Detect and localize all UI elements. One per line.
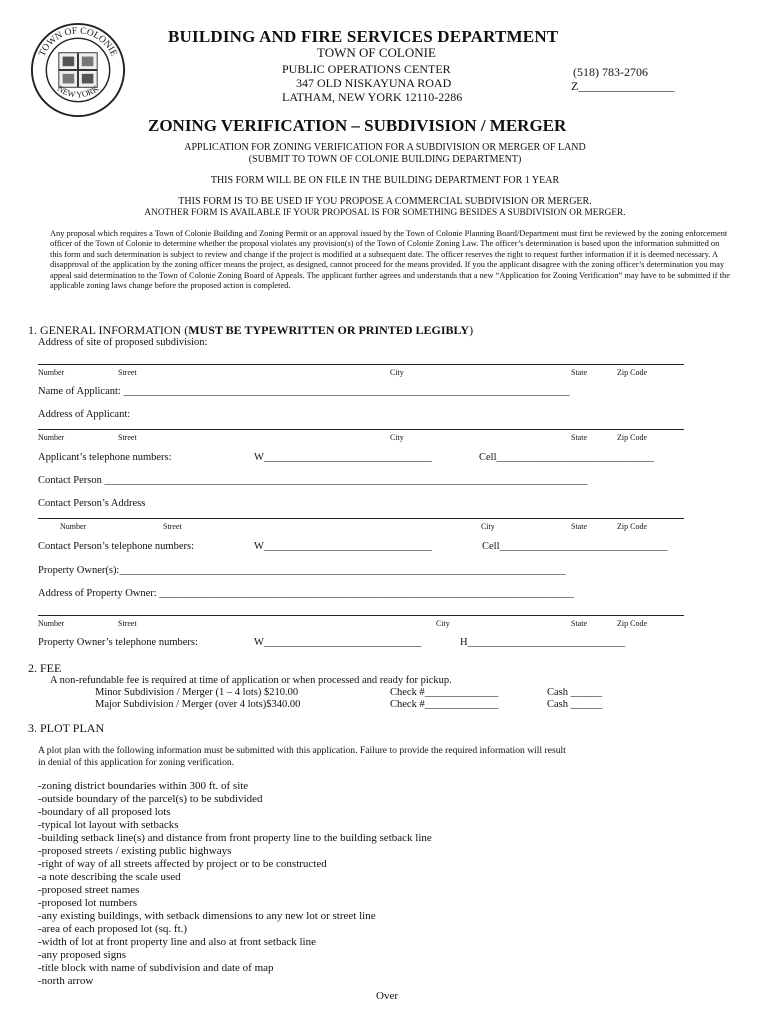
owner-work-phone-field[interactable]: W______________________________ bbox=[254, 637, 422, 648]
owner-phone-label: Property Owner’s telephone numbers: bbox=[38, 637, 198, 648]
over-footer: Over bbox=[376, 990, 398, 1002]
phone-number: (518) 783-2706 bbox=[573, 65, 648, 79]
section-3-heading: 3. PLOT PLAN bbox=[28, 721, 105, 735]
list-item: -proposed street names bbox=[38, 884, 140, 896]
sublabel-zip: Zip Code bbox=[617, 433, 647, 442]
site-address-line[interactable] bbox=[38, 364, 684, 365]
list-item: -boundary of all proposed lots bbox=[38, 806, 171, 818]
policy-paragraph: Any proposal which requires a Town of Colonie Building and Zoning Permit or an approval issued by the Town of Colonie Planning Board/Department must first be reviewed by the zoning enforcement officer of the Town of Colonie to determine whether the proposal violates any provision(s) of the Town of Colonie Zoning Law. The officer’s determination is based upon the information submitted on this form and such determination is subject to review and change if the project is modified at a subsequent date. The officer reserves the right to request further information if it is deemed necessary. A disapproval of the application by the zoning officer means the project, as designed, cannot proceed for the means provided. If you the applicant disagree with the zoning officer’s determination you may appeal said determination to the Town of Colonie Zoning Board of Appeals. The applicant further agrees and understands that a new “Application for Zoning Verification” may have to be submitted if the applicable zoning laws change before the proposed action is completed. bbox=[50, 229, 730, 291]
minor-subdivision-fee: Minor Subdivision / Merger (1 – 4 lots) $210.00 bbox=[95, 687, 299, 698]
intro-line-2: (SUBMIT TO TOWN OF COLONIE BUILDING DEPARTMENT) bbox=[248, 154, 522, 165]
sublabel-number: Number bbox=[38, 433, 65, 442]
sublabel-street: Street bbox=[118, 433, 137, 442]
town-name: TOWN OF COLONIE bbox=[317, 45, 436, 60]
contact-address-line[interactable] bbox=[38, 518, 684, 519]
sublabel-street: Street bbox=[118, 368, 137, 377]
intro-line-5: ANOTHER FORM IS AVAILABLE IF YOUR PROPOSAL IS FOR SOMETHING BESIDES A SUBDIVISION OR MERGER. bbox=[144, 208, 626, 218]
sublabel-number: Number bbox=[38, 619, 65, 628]
list-item: -area of each proposed lot (sq. ft.) bbox=[38, 923, 188, 935]
applicant-cell-phone-field[interactable]: Cell______________________________ bbox=[479, 452, 654, 463]
sublabel-zip: Zip Code bbox=[617, 522, 647, 531]
sublabel-state: State bbox=[571, 522, 587, 531]
sublabel-zip: Zip Code bbox=[617, 368, 647, 377]
applicant-work-phone-field[interactable]: W________________________________ bbox=[254, 452, 432, 463]
section-1-heading: 1. GENERAL INFORMATION (MUST BE TYPEWRITTEN OR PRINTED LEGIBLY) bbox=[28, 323, 474, 337]
list-item: -width of lot at front property line and also at front setback line bbox=[38, 936, 316, 948]
intro-line-4: THIS FORM IS TO BE USED IF YOU PROPOSE A COMMERCIAL SUBDIVISION OR MERGER. bbox=[178, 196, 592, 207]
applicant-name-field[interactable]: Name of Applicant: _____________________________________________________________________________________ bbox=[38, 386, 570, 397]
sublabel-zip: Zip Code bbox=[617, 619, 647, 628]
sublabel-city: City bbox=[390, 368, 404, 377]
sublabel-city: City bbox=[390, 433, 404, 442]
section-2-heading: 2. FEE bbox=[28, 661, 62, 675]
major-check-field[interactable]: Check #______________ bbox=[390, 699, 499, 710]
list-item: -any existing buildings, with setback dimensions to any new lot or street line bbox=[38, 910, 376, 922]
town-seal-logo bbox=[30, 22, 126, 118]
minor-check-field[interactable]: Check #______________ bbox=[390, 687, 499, 698]
site-address-label: Address of site of proposed subdivision: bbox=[38, 337, 208, 348]
plot-plan-intro-2: in denial of this application for zoning verification. bbox=[38, 757, 235, 768]
owner-address-line[interactable] bbox=[38, 615, 684, 616]
list-item: -title block with name of subdivision and date of map bbox=[38, 962, 274, 974]
contact-person-field[interactable]: Contact Person ____________________________________________________________________________________________ bbox=[38, 475, 588, 486]
list-item: -proposed lot numbers bbox=[38, 897, 137, 909]
list-item: -a note describing the scale used bbox=[38, 871, 181, 883]
applicant-phone-label: Applicant’s telephone numbers: bbox=[38, 452, 172, 463]
address-line-1: PUBLIC OPERATIONS CENTER bbox=[282, 62, 451, 76]
sublabel-state: State bbox=[571, 619, 587, 628]
form-title: ZONING VERIFICATION – SUBDIVISION / MERGER bbox=[148, 116, 567, 135]
sublabel-city: City bbox=[436, 619, 450, 628]
applicant-address-label: Address of Applicant: bbox=[38, 409, 131, 420]
svg-text:TOWN OF COLONIE: TOWN OF COLONIE bbox=[36, 25, 120, 59]
fee-note: A non-refundable fee is required at time of application or when processed and ready for pickup. bbox=[50, 675, 452, 686]
department-title: BUILDING AND FIRE SERVICES DEPARTMENT bbox=[168, 27, 559, 46]
list-item: -north arrow bbox=[38, 975, 94, 987]
z-number-field[interactable]: Z________________ bbox=[571, 79, 675, 93]
list-item: -building setback line(s) and distance from front property line to the building setback line bbox=[38, 832, 432, 844]
contact-work-phone-field[interactable]: W________________________________ bbox=[254, 541, 432, 552]
sublabel-state: State bbox=[571, 433, 587, 442]
list-item: -typical lot layout with setbacks bbox=[38, 819, 179, 831]
major-cash-field[interactable]: Cash ______ bbox=[547, 699, 603, 710]
address-line-2: 347 OLD NISKAYUNA ROAD bbox=[296, 76, 452, 90]
minor-cash-field[interactable]: Cash ______ bbox=[547, 687, 603, 698]
applicant-address-line[interactable] bbox=[38, 429, 684, 430]
contact-cell-phone-field[interactable]: Cell________________________________ bbox=[482, 541, 668, 552]
sublabel-street: Street bbox=[118, 619, 137, 628]
sublabel-city: City bbox=[481, 522, 495, 531]
contact-address-label: Contact Person’s Address bbox=[38, 498, 146, 509]
major-subdivision-fee: Major Subdivision / Merger (over 4 lots)$340.00 bbox=[95, 699, 301, 710]
plot-plan-intro-1: A plot plan with the following information must be submitted with this application. Failure to provide the required information will result bbox=[38, 745, 566, 756]
list-item: -right of way of all streets affected by project or to be constructed bbox=[38, 858, 327, 870]
address-line-3: LATHAM, NEW YORK 12110-2286 bbox=[282, 90, 463, 104]
sublabel-state: State bbox=[571, 368, 587, 377]
list-item: -outside boundary of the parcel(s) to be subdivided bbox=[38, 793, 263, 805]
intro-line-1: APPLICATION FOR ZONING VERIFICATION FOR A SUBDIVISION OR MERGER OF LAND bbox=[184, 142, 586, 153]
sublabel-number: Number bbox=[60, 522, 87, 531]
sublabel-number: Number bbox=[38, 368, 65, 377]
sublabel-street: Street bbox=[163, 522, 182, 531]
owner-home-phone-field[interactable]: H______________________________ bbox=[460, 637, 626, 648]
svg-text:NEW YORK: NEW YORK bbox=[55, 83, 101, 100]
list-item: -any proposed signs bbox=[38, 949, 126, 961]
list-item: -zoning district boundaries within 300 ft. of site bbox=[38, 780, 249, 792]
owner-address-field[interactable]: Address of Property Owner: _______________________________________________________________________________ bbox=[38, 588, 575, 599]
intro-line-3: THIS FORM WILL BE ON FILE IN THE BUILDING DEPARTMENT FOR 1 YEAR bbox=[210, 175, 560, 186]
list-item: -proposed streets / existing public highways bbox=[38, 845, 232, 857]
contact-phone-label: Contact Person’s telephone numbers: bbox=[38, 541, 195, 552]
property-owners-field[interactable]: Property Owner(s):_____________________________________________________________________________________ bbox=[38, 565, 566, 576]
